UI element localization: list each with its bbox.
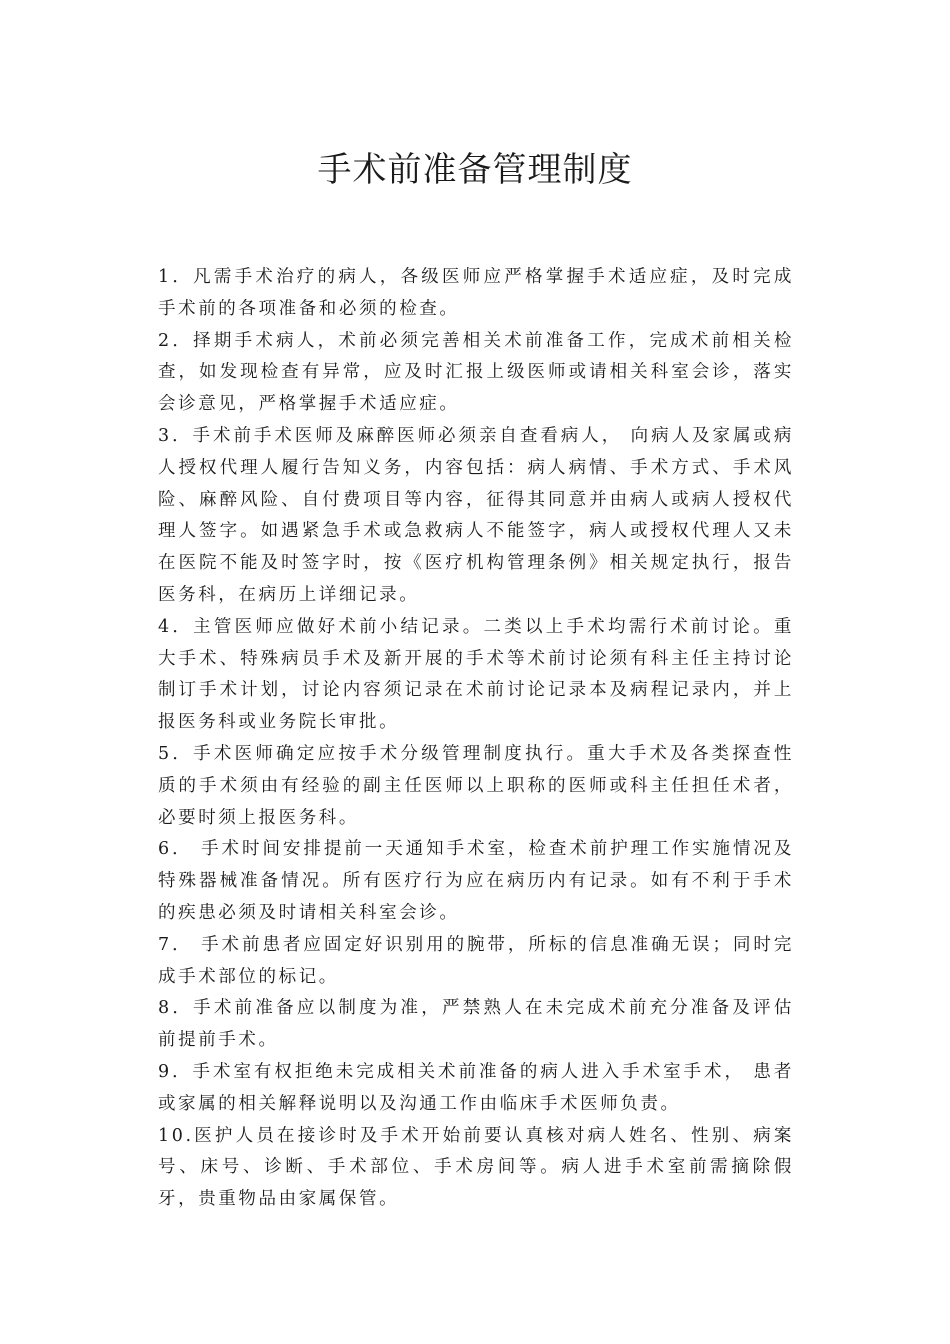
clause-5: 5．手术医师确定应按手术分级管理制度执行。重大手术及各类探查性质的手术须由有经验的副主任医师以上职称的医师或科主任担任术者，必要时须上报医务科。 [158, 743, 794, 828]
clause-3: 3．手术前手术医师及麻醉医师必须亲自查看病人， 向病人及家属或病人授权代理人履行告知义务，内容包括：病人病情、手术方式、手术风险、麻醉风险、自付费项目等内容，征得其同意并由病人或病人授权代理人签字。如遇紧急手术或急救病人不能签字，病人或授权代理人又未在医院不能及时签字时，按《医疗机构管理条例》相关规定执行，报告医务科，在病历上详细记录。 [158, 425, 794, 605]
document-title: 手术前准备管理制度 [317, 150, 633, 190]
clause-9: 9．手术室有权拒绝未完成相关术前准备的病人进入手术室手术， 患者或家属的相关解释说明以及沟通工作由临床手术医师负责。 [158, 1061, 794, 1114]
clause-7: 7． 手术前患者应固定好识别用的腕带，所标的信息准确无误；同时完成手术部位的标记。 [158, 934, 794, 987]
clause-2: 2．择期手术病人，术前必须完善相关术前准备工作，完成术前相关检查，如发现检查有异常，应及时汇报上级医师或请相关科室会诊，落实会诊意见，严格掌握手术适应症。 [158, 330, 794, 415]
clause-1: 1．凡需手术治疗的病人，各级医师应严格掌握手术适应症，及时完成手术前的各项准备和必须的检查。 [158, 267, 794, 319]
clause-6: 6． 手术时间安排提前一天通知手术室，检查术前护理工作实施情况及特殊器械准备情况。所有医疗行为应在病历内有记录。如有不利于手术的疾患必须及时请相关科室会诊。 [158, 839, 794, 923]
clause-4: 4．主管医师应做好术前小结记录。二类以上手术均需行术前讨论。重大手术、特殊病员手术及新开展的手术等术前讨论须有科主任主持讨论制订手术计划，讨论内容须记录在术前讨论记录本及病程记录内，并上报医务科或业务院长审批。 [158, 616, 794, 733]
clause-8: 8．手术前准备应以制度为准，严禁熟人在未完成术前充分准备及评估前提前手术。 [158, 998, 794, 1051]
clause-10: 10.医护人员在接诊时及手术开始前要认真核对病人姓名、性别、病案号、床号、诊断、手术部位、手术房间等。病人进手术室前需摘除假牙，贵重物品由家属保管。 [158, 1125, 794, 1210]
document-body [158, 262, 794, 1216]
